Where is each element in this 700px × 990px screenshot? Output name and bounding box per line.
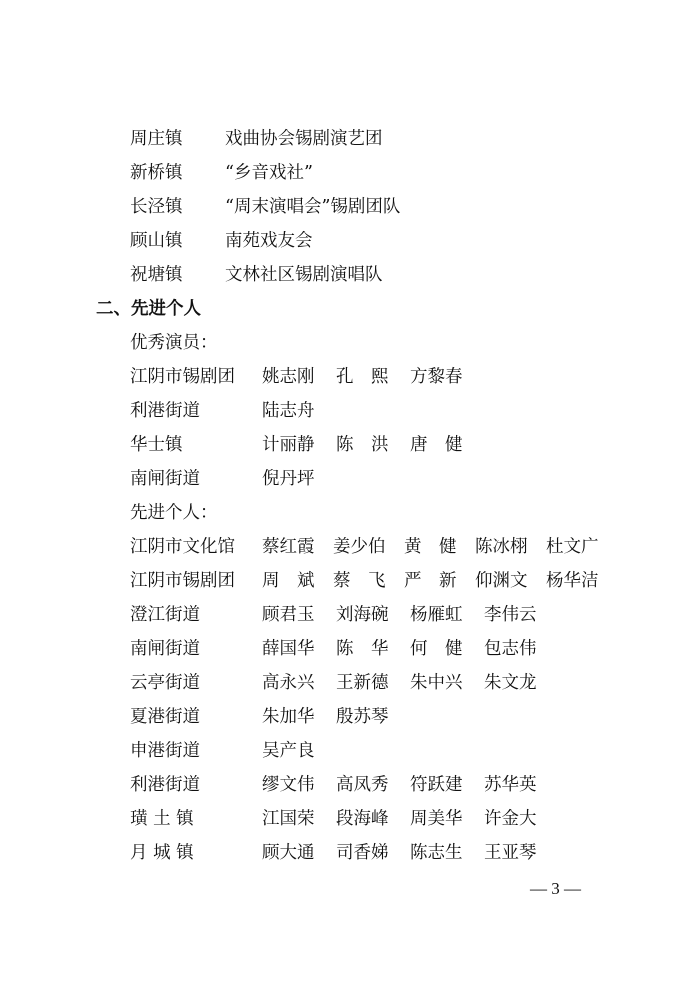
unit-name: 江阴市锡剧团 <box>130 571 235 591</box>
person-name: 顾大通 <box>262 843 315 863</box>
person-name: 姚志刚 <box>262 367 315 387</box>
page-number: — 3 — <box>530 879 581 898</box>
person-name: 司香娣 <box>336 843 389 863</box>
unit-name: 南闸街道 <box>130 469 200 489</box>
person-name: 朱文龙 <box>484 673 537 693</box>
person-name: 殷苏琴 <box>336 707 389 727</box>
person-name: 计丽静 <box>262 435 315 455</box>
group-town: 祝塘镇 <box>130 265 183 285</box>
person-name: 杨华洁 <box>546 571 599 591</box>
person-name: 苏华英 <box>484 775 537 795</box>
person-name: 姜少伯 <box>333 537 386 557</box>
group-name: 文林社区锡剧演唱队 <box>225 265 383 285</box>
person-name: 朱加华 <box>262 707 315 727</box>
unit-name: 申港街道 <box>130 741 200 761</box>
person-name: 李伟云 <box>484 605 537 625</box>
unit-name: 璜 土 镇 <box>130 809 194 829</box>
unit-name: 华士镇 <box>130 435 183 455</box>
group-town: 周庄镇 <box>130 129 183 149</box>
person-name: 王新德 <box>336 673 389 693</box>
person-name: 何 健 <box>410 639 463 659</box>
group-name: 戏曲协会锡剧演艺团 <box>225 129 383 149</box>
person-name: 杜文广 <box>546 537 599 557</box>
person-name: 江国荣 <box>262 809 315 829</box>
group-town: 新桥镇 <box>130 163 183 183</box>
person-name: 薛国华 <box>262 639 315 659</box>
person-name: 蔡 飞 <box>333 571 386 591</box>
person-name: 仰渊文 <box>475 571 528 591</box>
person-name: 黄 健 <box>404 537 457 557</box>
person-name: 缪文伟 <box>262 775 315 795</box>
person-name: 方黎春 <box>410 367 463 387</box>
unit-name: 利港街道 <box>130 401 200 421</box>
unit-name: 江阴市锡剧团 <box>130 367 235 387</box>
person-name: 倪丹坪 <box>262 469 315 489</box>
person-name: 陈 洪 <box>336 435 389 455</box>
person-name: 包志伟 <box>484 639 537 659</box>
person-name: 符跃建 <box>410 775 463 795</box>
person-name: 蔡红霞 <box>262 537 315 557</box>
group-town: 顾山镇 <box>130 231 183 251</box>
unit-name: 澄江街道 <box>130 605 200 625</box>
person-name: 唐 健 <box>410 435 463 455</box>
person-name: 周美华 <box>410 809 463 829</box>
subsection-title-excellent-actors: 优秀演员： <box>130 333 218 353</box>
group-name: “周末演唱会”锡剧团队 <box>225 197 401 217</box>
person-name: 陈 华 <box>336 639 389 659</box>
group-name: 南苑戏友会 <box>225 231 313 251</box>
group-name: “乡音戏社” <box>225 163 313 183</box>
person-name: 高永兴 <box>262 673 315 693</box>
unit-name: 利港街道 <box>130 775 200 795</box>
person-name: 许金大 <box>484 809 537 829</box>
unit-name: 夏港街道 <box>130 707 200 727</box>
group-town: 长泾镇 <box>130 197 183 217</box>
person-name: 王亚琴 <box>484 843 537 863</box>
unit-name: 南闸街道 <box>130 639 200 659</box>
subsection-title-advanced-individuals: 先进个人： <box>130 503 218 523</box>
person-name: 朱中兴 <box>410 673 463 693</box>
person-name: 刘海碗 <box>336 605 389 625</box>
person-name: 陆志舟 <box>262 401 315 421</box>
person-name: 孔 熙 <box>336 367 389 387</box>
person-name: 陈志生 <box>410 843 463 863</box>
unit-name: 云亭街道 <box>130 673 200 693</box>
person-name: 顾君玉 <box>262 605 315 625</box>
person-name: 段海峰 <box>336 809 389 829</box>
person-name: 高凤秀 <box>336 775 389 795</box>
person-name: 杨雁虹 <box>410 605 463 625</box>
person-name: 吴产良 <box>262 741 315 761</box>
section-heading: 二、先进个人 <box>96 299 201 319</box>
unit-name: 江阴市文化馆 <box>130 537 235 557</box>
person-name: 周 斌 <box>262 571 315 591</box>
unit-name: 月 城 镇 <box>130 843 194 863</box>
person-name: 陈冰栩 <box>475 537 528 557</box>
person-name: 严 新 <box>404 571 457 591</box>
